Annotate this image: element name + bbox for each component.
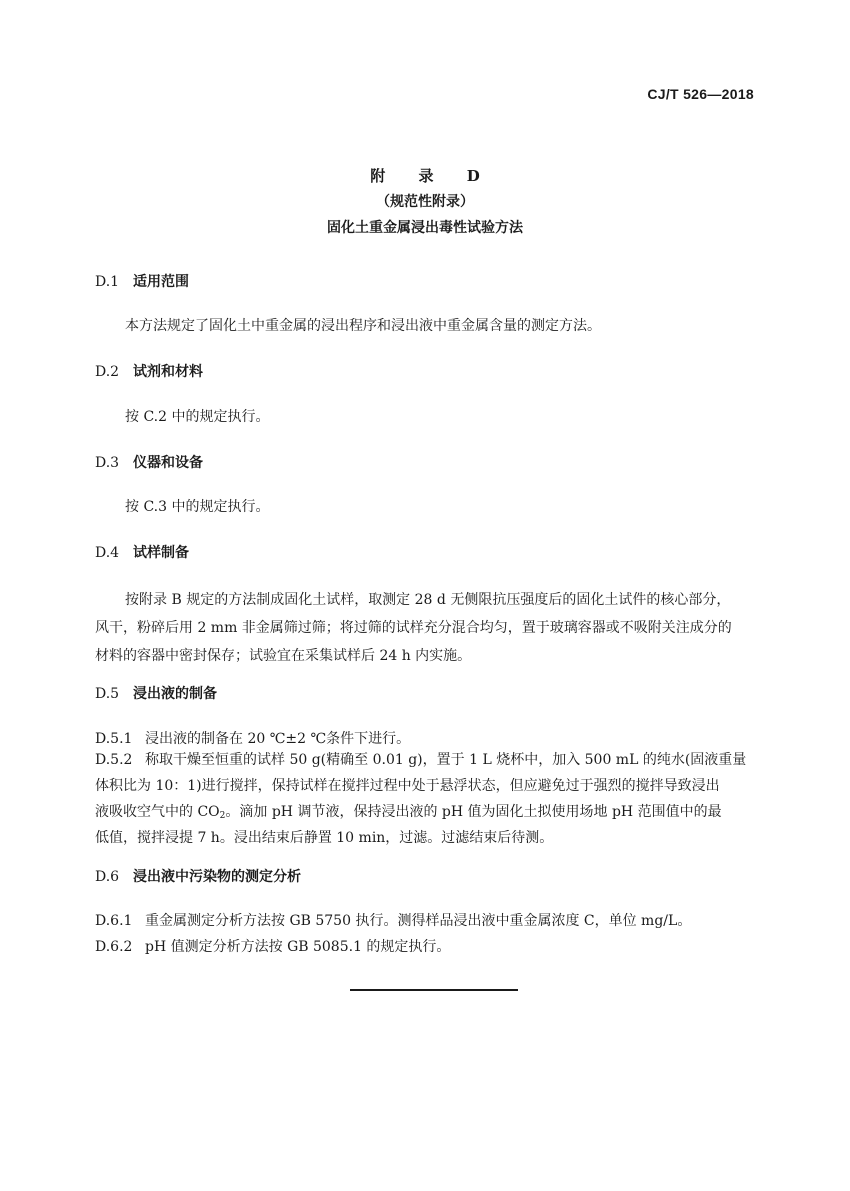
clause-number: D.6.2 [95, 939, 133, 955]
section-title: 适用范围 [133, 274, 189, 290]
clause-number: D.6.1 [95, 913, 133, 929]
text-segment: 液吸收空气中的 CO [95, 804, 220, 820]
section-d1-text: 本方法规定了固化土中重金属的浸出程序和浸出液中重金属含量的测定方法。 [125, 318, 601, 334]
section-number: D.2 [95, 364, 120, 380]
text-line: 体积比为 10：1)进行搅拌，保持试样在搅拌过程中处于悬浮状态，但应避免过于强烈的搅拌导致浸出 [95, 778, 720, 794]
section-title: 仪器和设备 [133, 455, 203, 471]
section-d6-heading [95, 867, 301, 887]
text-line: 按附录 B 规定的方法制成固化土试样，取测定 28 d 无侧限抗压强度后的固化土试件的核心部分， [125, 592, 731, 608]
section-d2-heading [95, 362, 203, 382]
text-line: 低值，搅拌浸提 7 h。浸出结束后静置 10 min，过滤。过滤结束后待测。 [95, 830, 554, 846]
section-d4-heading [95, 543, 189, 563]
section-number: D.6 [95, 869, 120, 885]
clause-text: 称取干燥至恒重的试样 50 g(精确至 0.01 g)，置于 1 L 烧杯中，加入 500 mL 的纯水(固液重量 [145, 752, 747, 768]
appendix-header [0, 166, 850, 237]
section-number: D.1 [95, 274, 120, 290]
clause-d5-1 [95, 729, 410, 749]
clause-d5-2 [95, 747, 767, 851]
clause-d6-2 [95, 937, 450, 957]
text-line: 风干，粉碎后用 2 mm 非金属筛过筛；将过筛的试样充分混合均匀，置于玻璃容器或不吸附关注成分的 [95, 620, 732, 636]
section-d5-heading [95, 684, 217, 704]
clause-number: D.5.2 [95, 752, 133, 768]
clause-number: D.5.1 [95, 731, 133, 747]
section-d3-heading [95, 453, 203, 473]
text-line [95, 799, 767, 825]
section-d3-text: 按 C.3 中的规定执行。 [125, 499, 270, 515]
section-title: 浸出液的制备 [133, 686, 217, 702]
section-d4-text [95, 586, 767, 670]
text-segment: 。滴加 pH 调节液，保持浸出液的 pH 值为固化土拟使用场地 pH 范围值中的最 [225, 804, 722, 820]
appendix-label: 附 录 D [370, 167, 494, 185]
section-title: 试样制备 [133, 545, 189, 561]
clause-text: 重金属测定分析方法按 GB 5750 执行。测得样品浸出液中重金属浓度 C，单位 mg/L。 [145, 913, 692, 929]
standard-code: CJ/T 526—2018 [647, 86, 754, 102]
text-line: 材料的容器中密封保存；试验宜在采集试样后 24 h 内实施。 [95, 648, 472, 664]
section-number: D.3 [95, 455, 120, 471]
clause-text: pH 值测定分析方法按 GB 5085.1 的规定执行。 [145, 939, 451, 955]
section-number: D.5 [95, 686, 120, 702]
appendix-type: （规范性附录） [376, 194, 474, 210]
section-title: 试剂和材料 [133, 364, 203, 380]
section-d2-text: 按 C.2 中的规定执行。 [125, 409, 270, 425]
end-rule [350, 989, 518, 991]
text-line [95, 747, 767, 773]
clause-text: 浸出液的制备在 20 ℃±2 ℃条件下进行。 [145, 731, 411, 747]
section-title: 浸出液中污染物的测定分析 [133, 869, 301, 885]
subscript: 2 [219, 811, 226, 821]
clause-d6-1 [95, 911, 691, 931]
appendix-title: 固化土重金属浸出毒性试验方法 [327, 220, 523, 236]
section-d1-heading [95, 272, 189, 292]
section-number: D.4 [95, 545, 120, 561]
